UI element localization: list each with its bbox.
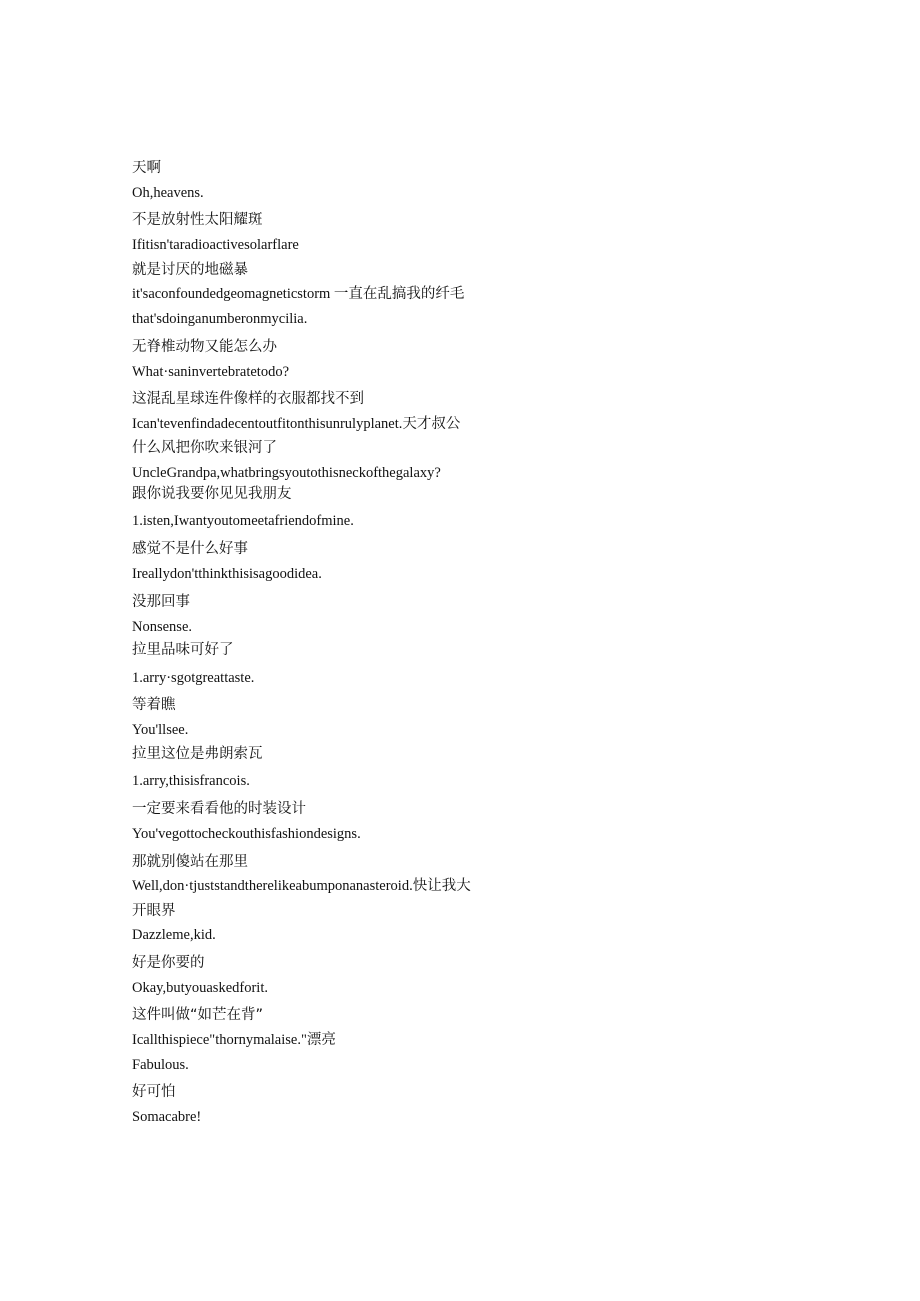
text-line: Somacabre! — [132, 1109, 202, 1125]
text-line: 1.arry·sgotgreattaste. — [132, 670, 255, 686]
text-line: Fabulous. — [132, 1057, 189, 1073]
text-line: Ican'tevenfindadecentoutfitonthisunrulyplanet.天才叔公 — [132, 416, 461, 432]
text-line: 这件叫做“如芒在背” — [132, 1007, 264, 1023]
text-line: 什么风把你吹来银河了 — [132, 440, 277, 456]
text-line: it'saconfoundedgeomagneticstorm 一直在乱搞我的纤毛 — [132, 286, 465, 302]
text-line: 拉里品味可好了 — [132, 642, 234, 658]
text-line: What·saninvertebratetodo? — [132, 364, 290, 380]
text-line: 1.isten,Iwantyoutomeetafriendofmine. — [132, 513, 354, 529]
text-line: 好是你要的 — [132, 955, 205, 971]
text-line: Well,don·tjuststandtherelikeabumponanasteroid.快让我大 — [132, 878, 471, 894]
text-line: Ifitisn'taradioactivesolarflare — [132, 237, 299, 253]
text-line: 这混乱星球连件像样的衣服都找不到 — [132, 391, 364, 407]
text-line: 天啊 — [132, 160, 161, 176]
text-line: Ireallydon'tthinkthisisagoodidea. — [132, 566, 322, 582]
text-line: 拉里这位是弗朗索瓦 — [132, 746, 263, 762]
text-line: 跟你说我要你见见我朋友 — [132, 486, 292, 502]
text-line: that'sdoinganumberonmycilia. — [132, 311, 308, 327]
text-line: 那就别傻站在那里 — [132, 854, 248, 870]
text-line: 好可怕 — [132, 1084, 176, 1100]
text-line: Icallthispiece"thornymalaise."漂亮 — [132, 1032, 336, 1048]
text-line: 不是放射性太阳耀斑 — [132, 212, 263, 228]
text-line: You'vegottocheckouthisfashiondesigns. — [132, 826, 361, 842]
text-line: 开眼界 — [132, 903, 176, 919]
text-line: 无脊椎动物又能怎么办 — [132, 339, 277, 355]
text-line: Oh,heavens. — [132, 185, 204, 201]
text-line: You'llsee. — [132, 722, 189, 738]
text-line: 一定要来看看他的时装设计 — [132, 801, 306, 817]
text-line: Dazzleme,kid. — [132, 927, 216, 943]
text-line: 没那回事 — [132, 594, 190, 610]
text-line: 就是讨厌的地磁暴 — [132, 262, 248, 278]
text-line: Okay,butyouaskedforit. — [132, 980, 268, 996]
text-line: UncleGrandpa,whatbringsyoutothisneckofthegalaxy? — [132, 465, 441, 481]
text-line: 感觉不是什么好事 — [132, 541, 248, 557]
text-line: Nonsense. — [132, 619, 193, 635]
text-line: 等着瞧 — [132, 697, 176, 713]
text-line: 1.arry,thisisfrancois. — [132, 773, 250, 789]
